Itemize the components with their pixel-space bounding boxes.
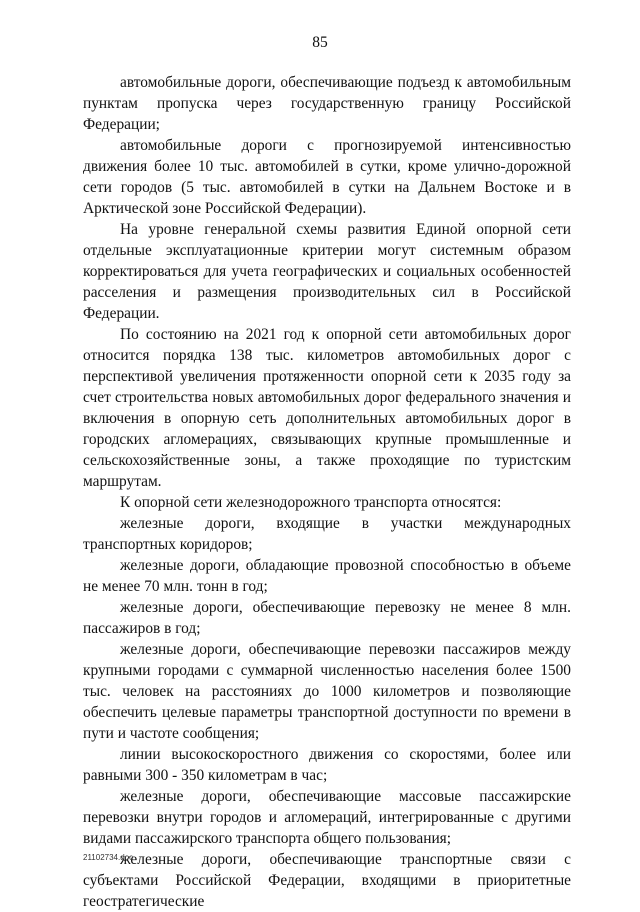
paragraph: железные дороги, обладающие провозной способностью в объеме не менее 70 млн. тонн в год;	[83, 557, 571, 595]
footer-doc-code: 21102734.doc	[83, 853, 134, 862]
paragraph: железные дороги, входящие в участки международных транспортных коридоров;	[83, 515, 571, 553]
paragraph: железные дороги, обеспечивающие массовые пассажирские перевозки внутри городов и агломераций, интегрированные с другими видами пассажирского транспорта общего пользования;	[83, 788, 571, 847]
paragraph: железные дороги, обеспечивающие перевозки пассажиров между крупными городами с суммарной численностью населения более 1500 тыс. человек на расстояниях до 1000 километров и позволяющие обеспечить целевые параметры транспортной доступности по времени в пути и частоте сообщения;	[83, 641, 571, 742]
document-body	[83, 72, 571, 912]
paragraph: железные дороги, обеспечивающие перевозку не менее 8 млн. пассажиров в год;	[83, 599, 571, 637]
page-number: 85	[312, 34, 328, 51]
paragraph: На уровне генеральной схемы развития Единой опорной сети отдельные эксплуатационные критерии могут системным образом корректироваться для учета географических и социальных особенностей расселения и размещения производительных сил в Российской Федерации.	[83, 221, 571, 322]
paragraph: автомобильные дороги, обеспечивающие подъезд к автомобильным пунктам пропуска через государственную границу Российской Федерации;	[83, 74, 571, 133]
paragraph: По состоянию на 2021 год к опорной сети автомобильных дорог относится порядка 138 тыс. километров автомобильных дорог с перспективой увеличения протяженности опорной сети к 2035 году за счет строительства новых автомобильных дорог федерального значения и включения в опорную сеть дополнительных автомобильных дорог в городских агломерациях, связывающих крупные промышленные и сельскохозяйственные зоны, а также проходящие по туристским маршрутам.	[83, 326, 571, 490]
paragraph: железные дороги, обеспечивающие транспортные связи с субъектами Российской Федерации, входящими в приоритетные геостратегические	[83, 851, 571, 910]
paragraph: автомобильные дороги с прогнозируемой интенсивностью движения более 10 тыс. автомобилей в сутки, кроме улично-дорожной сети городов (5 тыс. автомобилей в сутки на Дальнем Востоке и в Арктической зоне Российской Федерации).	[83, 137, 571, 217]
paragraph: линии высокоскоростного движения со скоростями, более или равными 300 - 350 километрам в час;	[83, 746, 571, 784]
paragraph: К опорной сети железнодорожного транспорта относятся:	[120, 494, 502, 511]
